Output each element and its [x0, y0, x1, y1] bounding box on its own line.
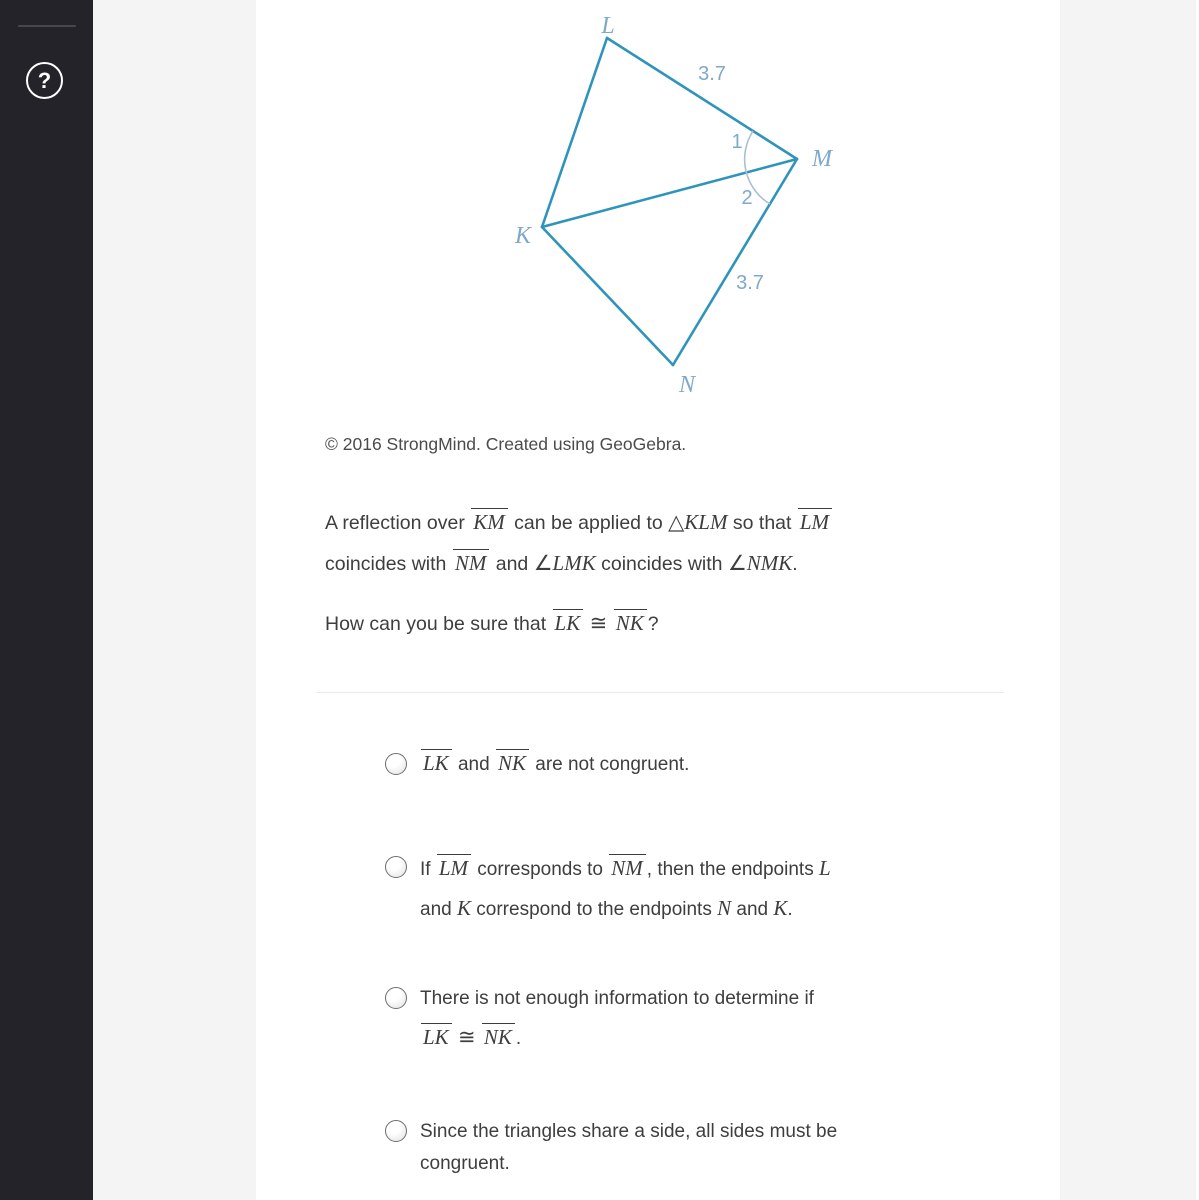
edge-NM: [673, 159, 797, 365]
radio-button[interactable]: [385, 1120, 407, 1142]
answer-option-3[interactable]: [385, 980, 985, 1058]
edge-KN: [542, 227, 673, 365]
figure-label-2: 2: [741, 187, 753, 209]
figure-label-3.7: 3.7: [736, 272, 764, 294]
sidebar-divider: [18, 25, 76, 27]
option-text: LK and NK are not congruent.: [423, 751, 690, 775]
answer-option-2[interactable]: [385, 849, 985, 929]
radio-button[interactable]: [385, 753, 407, 775]
copyright-text: © 2016 StrongMind. Created using GeoGebra.: [325, 434, 687, 454]
help-icon[interactable]: ?: [26, 62, 63, 99]
question-prompt: How can you be sure that LK ≅ NK ?: [325, 611, 659, 635]
figure-label-1: 1: [731, 131, 743, 153]
edge-KM: [542, 159, 797, 227]
figure-label-M: M: [812, 146, 832, 172]
edge-LK: [542, 38, 607, 227]
content-card: [256, 0, 1060, 1200]
radio-button[interactable]: [385, 987, 407, 1009]
radio-button[interactable]: [385, 856, 407, 878]
figure-label-K: K: [514, 223, 532, 249]
figure-label-N: N: [678, 372, 696, 398]
answer-option-4[interactable]: [385, 1116, 985, 1180]
edge-LM: [607, 38, 797, 159]
figure-label-L: L: [601, 13, 615, 39]
question-statement: A reflection over KM can be applied to △KLM so that LM coincides with NM and ∠LMK coincides with ∠NMK.: [325, 502, 1005, 584]
options-divider: [317, 692, 1004, 693]
figure-svg: [490, 0, 870, 400]
figure-label-3.7: 3.7: [698, 63, 726, 85]
option-text: Since the triangles share a side, all sides must be congruent.: [420, 1121, 838, 1174]
option-text: There is not enough information to determine if LK ≅ NK .: [420, 988, 814, 1049]
sidebar: [0, 0, 93, 1200]
answer-option-1[interactable]: [385, 746, 985, 784]
option-text: If LM corresponds to NM , then the endpoints L and K correspond to the endpoints N and K.: [420, 856, 831, 920]
